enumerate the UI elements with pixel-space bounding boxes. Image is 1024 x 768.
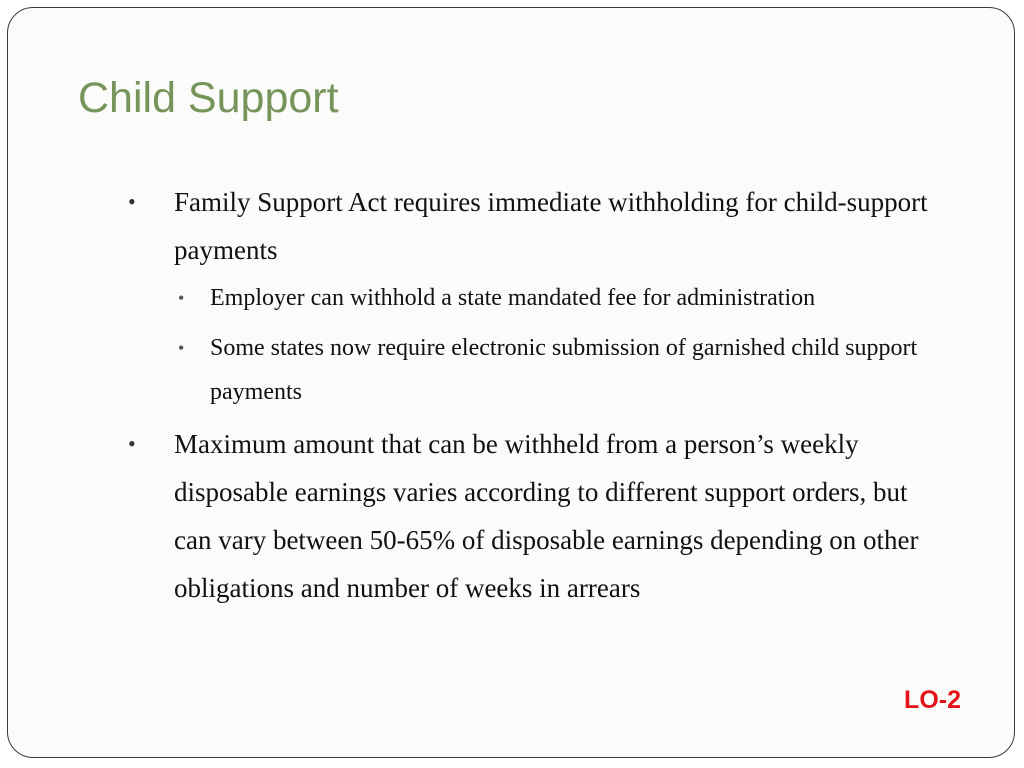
sub-bullet-item-electronic-submission — [174, 326, 950, 414]
sub-bullet-text: Employer can withhold a state mandated fee for administration — [210, 285, 816, 311]
bullet-icon: • — [178, 288, 185, 308]
bullet-icon: • — [128, 189, 136, 214]
slide-frame — [7, 7, 1015, 758]
sub-bullet-text: Some states now require electronic submission of garnished child support payments — [210, 335, 918, 405]
bullet-text: Maximum amount that can be withheld from a person’s weekly disposable earnings varies according to different support orders, but can vary between 50-65% of disposable earnings depending on other obligations and number of weeks in arrears — [174, 429, 919, 603]
slide-content — [120, 178, 950, 618]
learning-objective-badge: LO-2 — [904, 686, 961, 714]
bullet-icon: • — [128, 431, 136, 456]
bullet-item-maximum-amount — [120, 420, 950, 612]
sub-bullet-item-admin-fee — [174, 276, 950, 320]
bullet-icon: • — [178, 338, 185, 358]
bullet-list — [120, 178, 950, 612]
bullet-item-family-support-act — [120, 178, 950, 414]
slide-title: Child Support — [78, 74, 339, 122]
bullet-text: Family Support Act requires immediate withholding for child-support payments — [174, 187, 928, 265]
sub-bullet-list — [174, 276, 950, 414]
